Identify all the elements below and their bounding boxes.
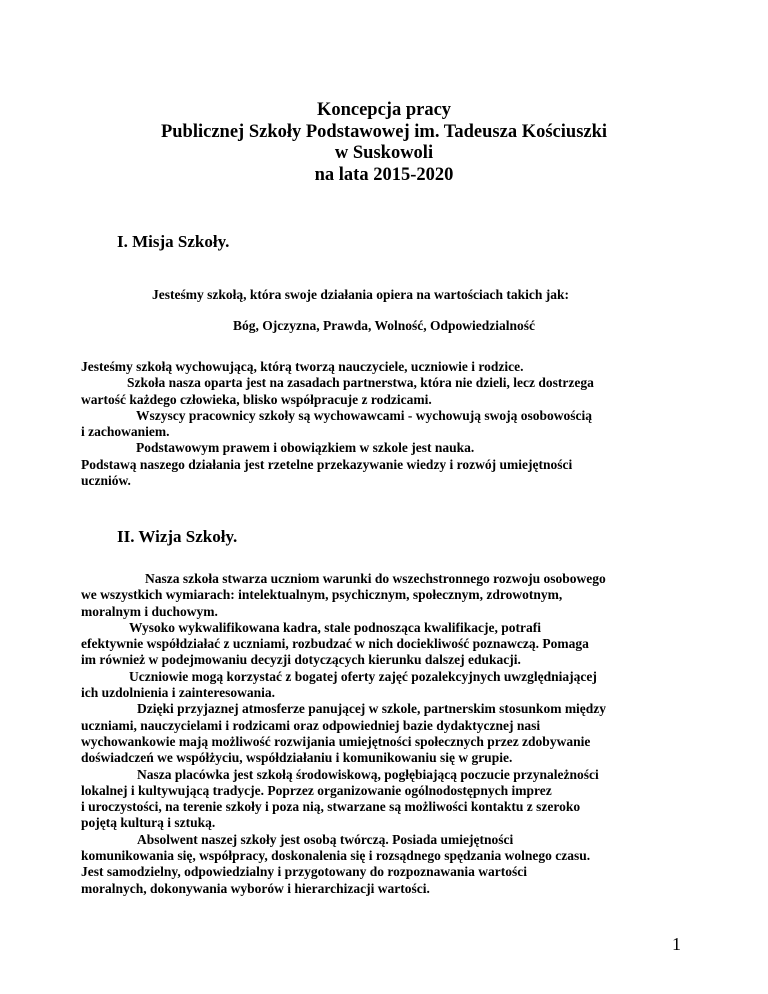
vision-line: komunikowania się, współpracy, doskonalenia się i rozsądnego spędzania wolnego czasu. xyxy=(81,848,591,864)
title-line-3: w Suskowoli xyxy=(334,143,434,163)
vision-line: moralnym i duchowym. xyxy=(81,603,218,619)
vision-line: Absolwent naszej szkoły jest osobą twórczą. Posiada umiejętności xyxy=(137,831,514,847)
page-number: 1 xyxy=(672,934,681,954)
vision-line: pojętą kulturą i sztuką. xyxy=(81,815,216,831)
vision-line: Uczniowie mogą korzystać z bogatej oferty zajęć pozalekcyjnych uwzględniającej xyxy=(129,668,597,684)
mission-text xyxy=(81,359,701,489)
vision-line: lokalnej i kultywującą tradycje. Poprzez organizowanie ogólnodostępnych imprez xyxy=(81,782,552,798)
vision-line: uczniami, nauczycielami i rodzicami oraz odpowiedniej bazie dydaktycznej nasi xyxy=(81,717,541,733)
section-heading-mission: I. Misja Szkoły. xyxy=(117,232,230,251)
title-line-4: na lata 2015-2020 xyxy=(314,164,454,185)
vision-line: ich uzdolnienia i zainteresowania. xyxy=(81,685,276,701)
mission-values: Bóg, Ojczyzna, Prawda, Wolność, Odpowiedzialność xyxy=(232,318,535,333)
vision-line: Nasza szkoła stwarza uczniom warunki do wszechstronnego rozwoju osobowego xyxy=(145,571,606,586)
vision-line: Wysoko wykwalifikowana kadra, stale podnosząca kwalifikacje, potrafi xyxy=(129,619,542,635)
vision-line: Jest samodzielny, odpowiedzialny i przygotowany do rozpoznawania wartości xyxy=(81,864,528,880)
vision-line: Nasza placówka jest szkołą środowiskową, pogłębiającą poczucie przynależności xyxy=(137,766,599,782)
vision-line: efektywnie współdziałać z uczniami, rozbudzać w nich dociekliwość poznawczą. Pomaga xyxy=(81,636,589,652)
mission-line: i zachowaniem. xyxy=(81,424,170,440)
title-line-1: Koncepcja pracy xyxy=(316,100,452,120)
mission-line: wartość każdego człowieka, blisko współpracuje z rodzicami. xyxy=(81,391,432,407)
mission-intro: Jesteśmy szkołą, która swoje działania opiera na wartościach takich jak: xyxy=(152,287,569,302)
mission-line: Podstawowym prawem i obowiązkiem w szkole jest nauka. xyxy=(136,440,475,456)
section-heading-vision: II. Wizja Szkoły. xyxy=(117,527,238,546)
vision-line: wychowankowie mają możliwość rozwijania umiejętności społecznych przez zdobywanie xyxy=(81,733,591,749)
vision-line: we wszystkich wymiarach: intelektualnym, psychicznym, społecznym, zdrowotnym, xyxy=(81,587,563,603)
vision-line: moralnych, dokonywania wyborów i hierarchizacji wartości. xyxy=(81,880,430,896)
mission-line: Podstawą naszego działania jest rzetelne przekazywanie wiedzy i rozwój umiejętności xyxy=(81,456,573,472)
mission-line: uczniów. xyxy=(81,473,131,489)
vision-text xyxy=(81,571,701,897)
vision-line: Dzięki przyjaznej atmosferze panującej w szkole, partnerskim stosunkom między xyxy=(137,701,607,717)
vision-line: doświadczeń we współżyciu, współdziałaniu i komunikowaniu się w grupie. xyxy=(81,750,513,766)
vision-line: i uroczystości, na terenie szkoły i poza nią, stwarzane są możliwości kontaktu z szeroko xyxy=(81,799,581,815)
title-line-2: Publicznej Szkoły Podstawowej im. Tadeusza Kościuszki xyxy=(160,121,608,142)
mission-line: Jesteśmy szkołą wychowującą, którą tworzą nauczyciele, uczniowie i rodzice. xyxy=(81,359,524,374)
vision-line: im również w podejmowaniu decyzji dotyczących kierunku dalszej edukacji. xyxy=(81,652,521,668)
document-title xyxy=(0,100,768,186)
mission-line: Wszyscy pracownicy szkoły są wychowawcami - wychowują swoją osobowością xyxy=(136,407,592,423)
mission-line: Szkoła nasza oparta jest na zasadach partnerstwa, która nie dzieli, lecz dostrzega xyxy=(127,375,594,391)
